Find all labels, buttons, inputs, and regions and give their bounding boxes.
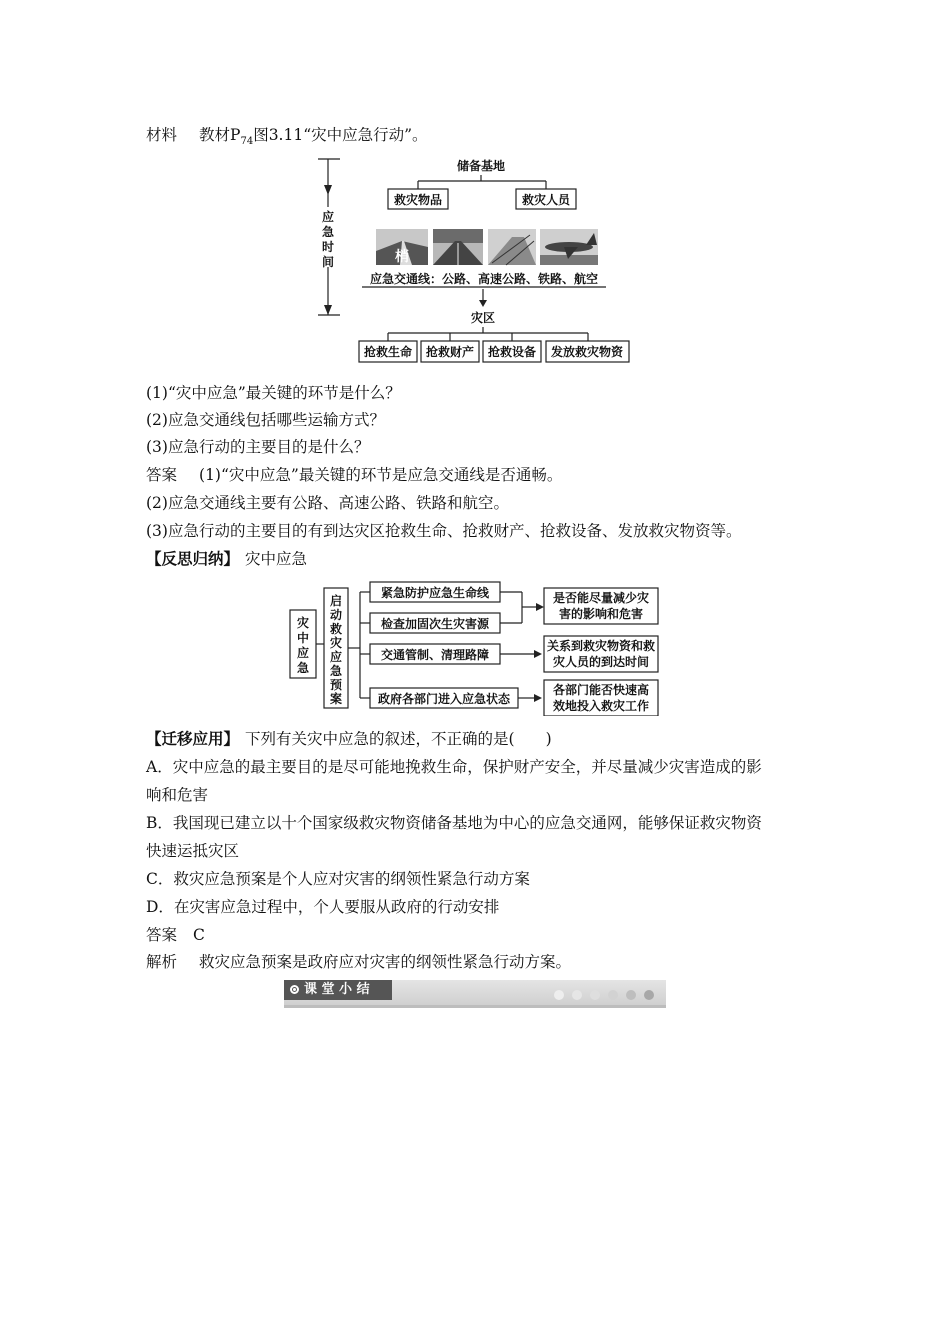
emergency-action-diagram <box>316 155 632 367</box>
summary-banner-tab <box>284 980 392 1000</box>
transfer-label: 【迁移应用】 <box>146 729 240 748</box>
left-char-1: 灾 <box>296 616 310 630</box>
reflect-text: 灾中应急 <box>245 550 308 568</box>
material-label: 材料 <box>146 126 178 144</box>
analysis-text: 救灾应急预案是政府应对灾害的纲领性紧急行动方案。 <box>199 953 572 971</box>
material-suffix: 图3.11“灾中应急行动”。 <box>253 126 428 144</box>
action-label-1: 抢救生命 <box>363 345 413 359</box>
left-char-2: 中 <box>296 631 310 645</box>
answer-2-label: 答案 <box>146 926 178 944</box>
option-b-line-2: 快速运抵灾区 <box>146 842 240 860</box>
material-page: 74 <box>240 136 254 148</box>
result-2-line-2: 灾人员的到达时间 <box>552 655 650 669</box>
answer-1-text-1: (1)“灾中应急”最关键的环节是应急交通线是否通畅。 <box>199 466 563 484</box>
transport-line-label: 应急交通线：公路、高速公路、铁路、航空 <box>369 272 599 286</box>
time-char-3: 时 <box>321 240 335 254</box>
disaster-response-diagram <box>288 580 662 716</box>
question-1: (1)“灾中应急”最关键的环节是什么？ <box>146 384 401 402</box>
road-photo <box>376 229 428 265</box>
mid-char-6: 急 <box>329 664 343 678</box>
storage-base-label: 储备基地 <box>456 159 506 173</box>
question-2: (2)应急交通线包括哪些运输方式？ <box>146 411 385 429</box>
mid-char-4: 灾 <box>329 636 343 650</box>
option-c: C．救灾应急预案是个人应对灾害的纲领性紧急行动方案 <box>146 870 530 888</box>
material-prefix: 教材P <box>199 126 241 144</box>
mid-char-3: 救 <box>329 622 343 636</box>
item-label-1: 紧急防护应急生命线 <box>380 586 490 600</box>
analysis-label: 解析 <box>146 953 178 971</box>
result-3-line-2: 效地投入救灾工作 <box>552 699 650 713</box>
transfer-line <box>146 729 552 749</box>
dot-icon <box>608 990 618 1000</box>
mid-char-2: 动 <box>329 608 343 622</box>
dot-icon <box>644 990 654 1000</box>
reflect-label: 【反思归纳】 <box>146 549 240 568</box>
action-label-2: 抢救财产 <box>425 345 475 359</box>
mid-char-7: 预 <box>329 678 343 692</box>
decorative-dots <box>546 985 654 996</box>
material-line <box>146 125 428 152</box>
analysis-line <box>146 952 571 972</box>
airplane-photo <box>540 229 598 265</box>
left-char-3: 应 <box>296 646 310 660</box>
option-d: D．在灾害应急过程中，个人要服从政府的行动安排 <box>146 898 500 916</box>
summary-banner-text: 课 堂 小 结 <box>304 982 370 997</box>
railway-photo <box>488 229 536 265</box>
highway-photo <box>433 229 483 265</box>
option-b-line-1: B．我国现已建立以十个国家级救灾物资储备基地为中心的应急交通网，能够保证救灾物资 <box>146 814 762 832</box>
option-a-line-1: A．灾中应急的最主要目的是尽可能地挽救生命，保护财产安全，并尽量减少灾害造成的影 <box>146 758 762 776</box>
target-circle-icon <box>290 985 299 994</box>
mid-char-1: 启 <box>329 594 343 608</box>
dot-icon <box>554 990 564 1000</box>
dot-icon <box>572 990 582 1000</box>
answer-1-label: 答案 <box>146 466 178 484</box>
left-char-4: 急 <box>296 661 310 675</box>
time-char-1: 应 <box>321 210 335 224</box>
answer-1-text-3: (3)应急行动的主要目的有到达灾区抢救生命、抢救财产、抢救设备、发放救灾物资等。 <box>146 522 742 540</box>
option-a-line-2: 响和危害 <box>146 786 209 804</box>
result-2-line-1: 关系到救灾物资和救 <box>546 639 656 653</box>
action-label-3: 抢救设备 <box>487 345 537 359</box>
mid-char-5: 应 <box>329 650 343 664</box>
item-label-4: 政府各部门进入应急状态 <box>377 692 511 706</box>
time-char-4: 间 <box>321 255 335 269</box>
question-3: (3)应急行动的主要目的是什么？ <box>146 438 370 456</box>
personnel-label: 救灾人员 <box>521 193 571 207</box>
result-1-line-2: 害的影响和危害 <box>558 607 644 621</box>
dot-icon <box>590 990 600 1000</box>
supplies-label: 救灾物品 <box>393 193 443 207</box>
time-char-2: 急 <box>321 225 335 239</box>
item-label-3: 交通管制、清理路障 <box>380 648 490 662</box>
dot-icon <box>626 990 636 1000</box>
mid-char-8: 案 <box>329 692 343 706</box>
result-3-line-1: 各部门能否快速高 <box>552 683 650 697</box>
item-label-2: 检查加固次生灾害源 <box>380 617 490 631</box>
answer-2-value: C <box>193 926 205 944</box>
transfer-text: 下列有关灾中应急的叙述，不正确的是( ) <box>245 730 552 748</box>
reflect-line <box>146 549 307 569</box>
result-1-line-1: 是否能尽量减少灾 <box>552 591 650 605</box>
summary-banner <box>284 980 666 1008</box>
action-label-4: 发放救灾物资 <box>550 345 624 359</box>
answer-1-text-2: (2)应急交通线主要有公路、高速公路、铁路和航空。 <box>146 494 509 512</box>
disaster-area-label: 灾区 <box>470 311 496 325</box>
road-sign-text: 梢 <box>395 249 409 265</box>
answer-2-line <box>146 925 205 945</box>
answer-1-line <box>146 465 562 485</box>
